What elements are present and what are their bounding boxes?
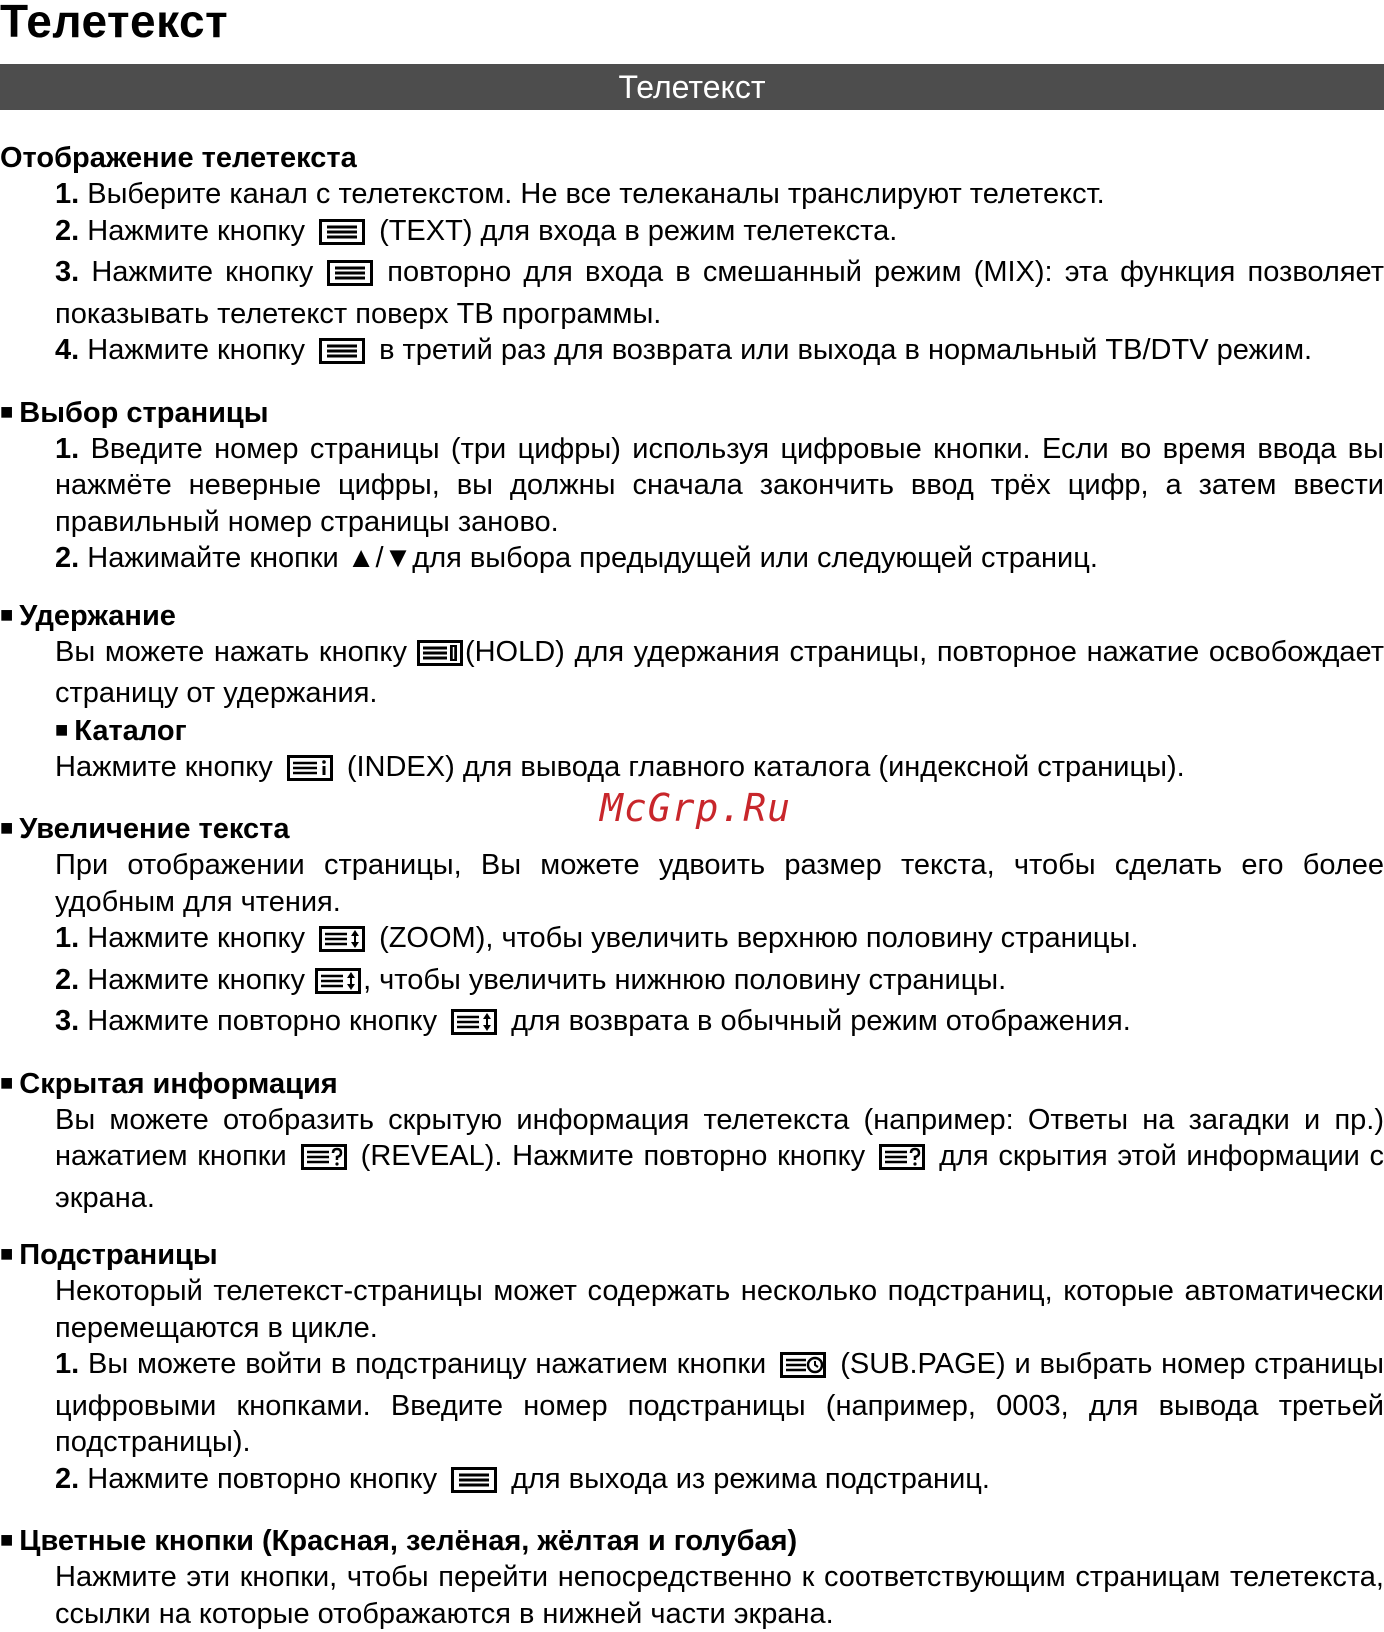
step-number: 4.: [55, 334, 80, 366]
page-select-heading: ■ Выбор страницы: [0, 396, 269, 429]
display-step-3: [55, 254, 1384, 332]
step-text: Нажмите кнопку: [87, 334, 306, 366]
step-number: 1.: [55, 922, 80, 954]
reveal-heading: ■ Скрытая информация: [0, 1067, 338, 1100]
bullet: ■: [55, 716, 69, 742]
reveal-text: Вы можете отобразить скрытую информация телетекста (например: Ответы на загадки и пр.) нажатием кнопки (REVEAL). Нажмите повторно кнопку для скрытия этой информации с экрана.: [55, 1103, 1384, 1214]
step-text: в третий раз для возврата или выхода в нормальный ТВ/DTV режим.: [379, 334, 1313, 366]
index-text: Нажмите кнопку (INDEX) для вывода главного каталога (индексной страницы).: [55, 749, 1384, 791]
step-number: 3.: [55, 256, 80, 288]
step-text: Нажмите кнопку: [87, 214, 306, 247]
subpage-heading: ■ Подстраницы: [0, 1239, 218, 1271]
teletext-subpage-icon: [780, 1351, 826, 1388]
step-number: 1.: [55, 432, 80, 465]
teletext-text-icon: [319, 218, 365, 255]
zoom-intro: При отображении страницы, Вы можете удвоить размер текста, чтобы сделать его более удобным для чтения.: [55, 849, 1384, 918]
teletext-zoom-icon: [315, 967, 361, 1004]
watermark: McGrp.Ru: [600, 786, 792, 830]
teletext-reveal-icon: [301, 1143, 347, 1180]
index-heading: ■ Каталог: [55, 714, 187, 747]
bullet: ■: [0, 815, 14, 840]
step-text: Выберите канал с телетекстом. Не все телеканалы транслируют телетекст.: [87, 178, 1105, 210]
display-step-1: [55, 176, 1384, 213]
zoom-heading: ■ Увеличение текста: [0, 813, 290, 845]
teletext-index-icon: [287, 754, 333, 791]
bullet: ■: [0, 601, 14, 627]
page-select-step-2: [55, 540, 1384, 577]
color-buttons-heading: ■ Цветные кнопки (Красная, зелёная, жёлтая и голубая): [0, 1525, 798, 1557]
bullet: ■: [0, 1527, 14, 1552]
step-number: 3.: [55, 1005, 80, 1037]
display-heading: Отображение телетекста: [0, 142, 357, 174]
step-text: Введите номер страницы (три цифры) используя цифровые кнопки. Если во время ввода вы нажмёте неверные цифры, вы должны сначала закончить ввод трёх цифр, а затем ввести правильный номер страницы заново.: [55, 432, 1384, 538]
step-text: повторно для входа в смешанный режим (MIX): эта функция позволяет показывать телетекст поверх ТВ программы.: [55, 256, 1384, 330]
display-step-2: [55, 213, 1384, 255]
bullet: ■: [0, 1241, 14, 1266]
teletext-text-icon: [451, 1466, 497, 1503]
teletext-reveal-icon: [879, 1143, 925, 1180]
step-number: 2.: [55, 1462, 80, 1495]
step-number: 1.: [55, 178, 80, 210]
display-step-4: [55, 332, 1384, 374]
teletext-hold-icon: [417, 639, 463, 676]
subpage-step-1: 1. Вы можете войти в подстраницу нажатием кнопки (SUB.PAGE) и выбрать номер страницы цифровыми кнопками. Введите номер подстраницы (например, 0003, для вывода третьей подстраницы).: [55, 1348, 1384, 1458]
step-text: (TEXT) для входа в режим телетекста.: [379, 214, 898, 247]
section-banner: Телетекст: [0, 64, 1384, 110]
color-buttons-text: Нажмите эти кнопки, чтобы перейти непосредственно к соответствующим страницам телетекста, ссылки на которые отображаются в нижней части экрана.: [55, 1561, 1384, 1630]
zoom-step-3: 3. Нажмите повторно кнопку для возврата в обычный режим отображения.: [55, 1003, 1384, 1045]
step-number: 1.: [55, 1348, 80, 1380]
step-text: Нажмите кнопку: [91, 256, 314, 288]
hold-text: Вы можете нажать кнопку (HOLD) для удержания страницы, повторное нажатие освобождает страницу от удержания.: [55, 635, 1384, 709]
step-text: Нажимайте кнопки ▲/▼для выбора предыдущей или следующей страниц.: [87, 542, 1098, 574]
page-title: Телетекст: [0, 0, 229, 47]
hold-heading: ■ Удержание: [0, 599, 176, 632]
subpage-intro: Некоторый телетекст-страницы может содержать несколько подстраниц, которые автоматически перемещаются в цикле.: [55, 1275, 1384, 1344]
bullet: ■: [0, 398, 14, 424]
step-number: 2.: [55, 542, 80, 574]
teletext-text-icon: [319, 337, 365, 374]
bullet: ■: [0, 1069, 14, 1095]
zoom-step-1: 1. Нажмите кнопку (ZOOM), чтобы увеличить верхнюю половину страницы.: [55, 920, 1384, 962]
teletext-text-icon: [327, 259, 373, 296]
subpage-step-2: 2. Нажмите повторно кнопку для выхода из режима подстраниц.: [55, 1461, 1384, 1503]
page-select-step-1: [55, 431, 1384, 541]
zoom-step-2: 2. Нажмите кнопку , чтобы увеличить нижнюю половину страницы.: [55, 962, 1384, 1004]
teletext-zoom-icon: [319, 925, 365, 962]
step-number: 2.: [55, 214, 80, 247]
manual-content: [0, 140, 1384, 1632]
step-number: 2.: [55, 963, 80, 996]
teletext-zoom-icon: [451, 1008, 497, 1045]
